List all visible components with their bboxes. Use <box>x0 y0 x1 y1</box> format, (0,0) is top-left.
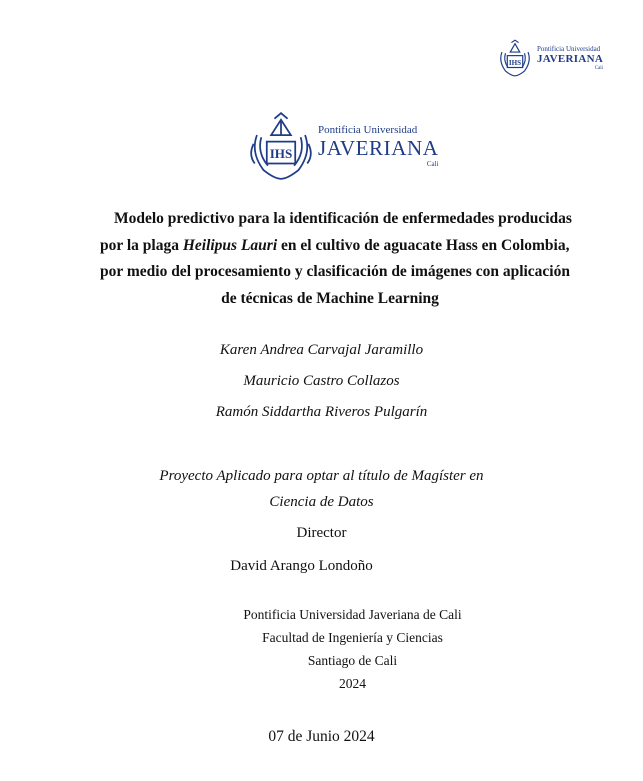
project-line-2: Ciencia de Datos <box>269 494 374 510</box>
city-name: Santiago de Cali <box>307 653 398 668</box>
logo-university-label: Pontificia Universidad <box>318 123 418 136</box>
svg-text:IHS: IHS <box>269 146 293 162</box>
logo-javeriana-label: JAVERIANA <box>537 52 604 65</box>
main-logo <box>248 111 439 181</box>
species-name: Heilipus Lauri <box>182 236 278 254</box>
svg-text:IHS: IHS <box>508 59 522 68</box>
title-line-2: por la plaga Heilipus Lauri en el cultivo de aguacate Hass en Colombia, <box>100 236 570 254</box>
author-1: Karen Andrea Carvajal Jaramillo <box>219 342 424 358</box>
director-name: David Arango Londoño <box>230 558 373 574</box>
thesis-title <box>100 206 572 312</box>
logo-city-label: Cali <box>426 159 439 168</box>
logo-university-label: Pontificia Universidad <box>537 44 601 53</box>
year: 2024 <box>339 676 366 691</box>
project-line-1: Proyecto Aplicado para optar al título de Magíster en <box>159 468 484 484</box>
logo-javeriana-label: JAVERIANA <box>318 135 439 160</box>
title-line-3: por medio del procesamiento y clasificación de imágenes con aplicación <box>100 263 570 281</box>
logo-city-label: Cali <box>594 65 604 71</box>
title-line-4: de técnicas de Machine Learning <box>221 289 439 307</box>
university-seal-icon <box>497 39 533 77</box>
university-seal-icon <box>248 111 314 181</box>
header-logo <box>497 39 603 77</box>
author-3: Ramón Siddartha Riveros Pulgarín <box>215 404 428 420</box>
university-name: Pontificia Universidad Javeriana de Cali <box>243 607 462 622</box>
title-line-1: Modelo predictivo para la identificación de enfermedades producidas <box>114 210 572 227</box>
faculty-name: Facultad de Ingeniería y Ciencias <box>262 630 443 645</box>
author-2: Mauricio Castro Collazos <box>243 373 400 389</box>
submission-date: 07 de Junio 2024 <box>268 728 375 745</box>
director-label: Director <box>296 525 347 541</box>
